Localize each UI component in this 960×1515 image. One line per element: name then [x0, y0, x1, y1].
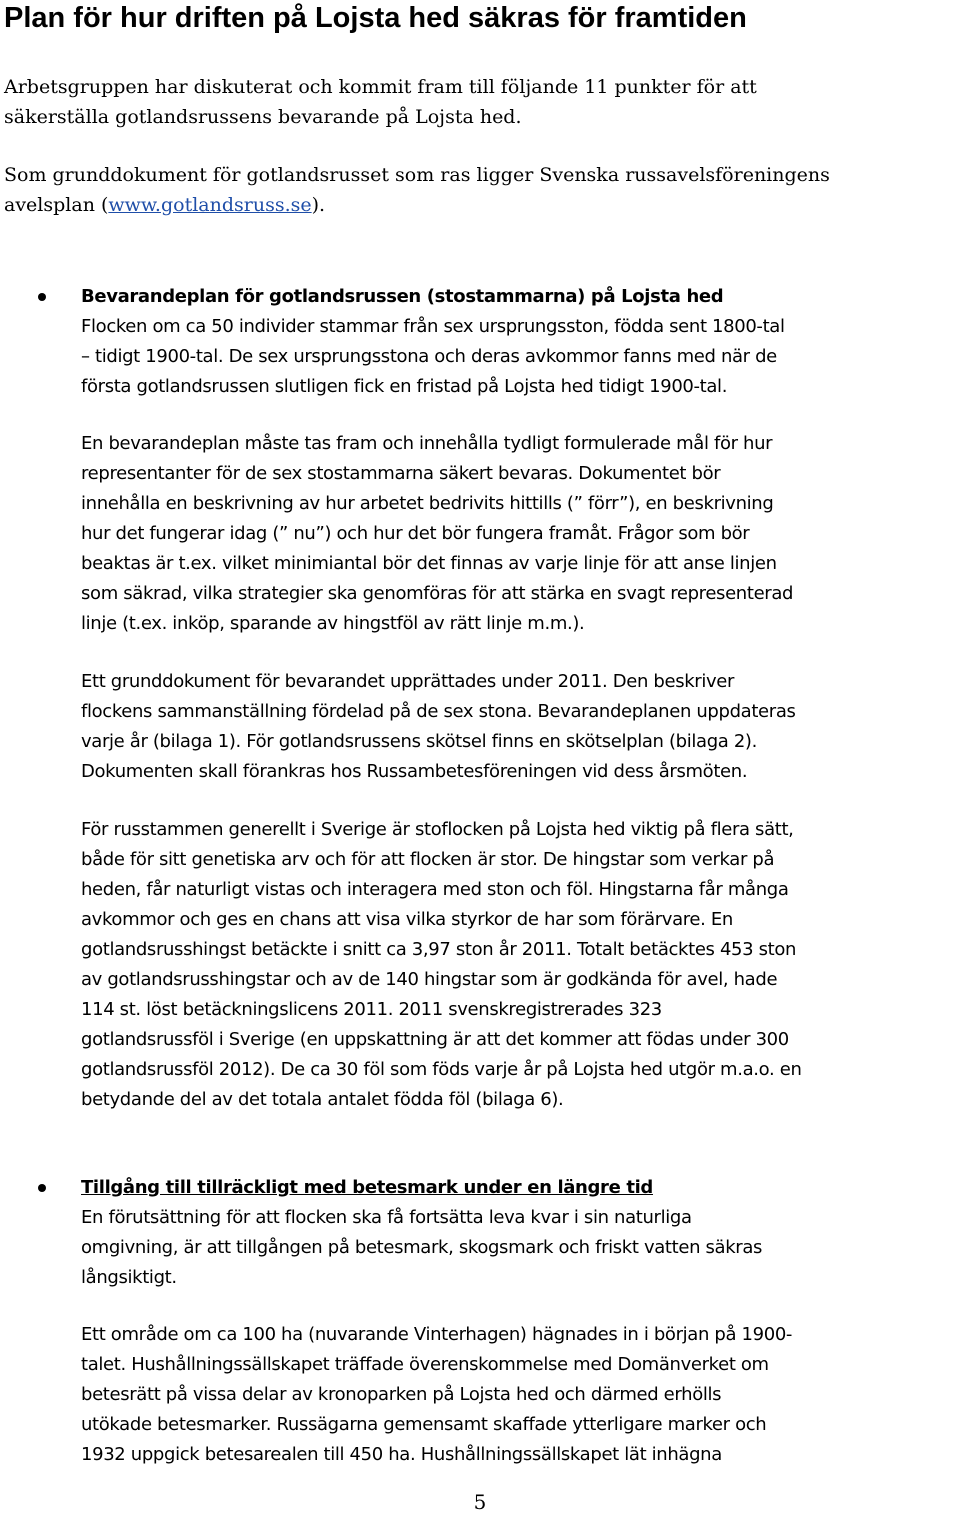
- page-number: 5: [473, 1490, 487, 1514]
- text-line: talet. Hushållningssällskapet träffade överenskommelse med Domänverket om: [81, 1354, 769, 1375]
- document-title: Plan för hur driften på Lojsta hed säkras för framtiden: [4, 2, 747, 34]
- text-line: utökade betesmarker. Russägarna gemensamt skaffade ytterligare marker och: [81, 1414, 767, 1435]
- text-line: En förutsättning för att flocken ska få fortsätta leva kvar i sin naturliga: [81, 1207, 692, 1228]
- text-line: Som grunddokument för gotlandsrusset som ras ligger Svenska russavelsföreningens: [4, 164, 830, 186]
- text-line: Arbetsgruppen har diskuterat och kommit fram till följande 11 punkter för att: [4, 76, 757, 98]
- text-line: – tidigt 1900-tal. De sex ursprungsstona och deras avkommor fanns med när de: [81, 346, 777, 367]
- text-line: omgivning, är att tillgången på betesmark, skogsmark och friskt vatten säkras: [81, 1237, 763, 1258]
- text-line: beaktas är t.ex. vilket minimiantal bör det finnas av varje linje för att anse linjen: [81, 553, 777, 574]
- text-fragment: avelsplan (: [4, 194, 109, 216]
- text-line: Ett grunddokument för bevarandet upprättades under 2011. Den beskriver: [81, 671, 735, 692]
- text-line: Ett område om ca 100 ha (nuvarande Vinterhagen) hägnades in i början på 1900-: [81, 1324, 793, 1345]
- text-line: som säkrad, vilka strategier ska genomföras för att stärka en svagt representerad: [81, 583, 794, 604]
- text-line: innehålla en beskrivning av hur arbetet bedrivits hittills (” förr”), en beskrivning: [81, 493, 774, 514]
- text-line: En bevarandeplan måste tas fram och innehålla tydligt formulerade mål för hur: [81, 433, 773, 454]
- text-line: Dokumenten skall förankras hos Russambetesföreningen vid dess årsmöten.: [81, 761, 748, 782]
- section-heading: Tillgång till tillräckligt med betesmark under en längre tid: [81, 1177, 653, 1198]
- text-line: 1932 uppgick betesarealen till 450 ha. Hushållningssällskapet lät inhägna: [81, 1444, 722, 1465]
- text-line: hur det fungerar idag (” nu”) och hur det bör fungera framåt. Frågor som bör: [81, 523, 750, 544]
- section-betesmark: [81, 1173, 959, 1293]
- intro-paragraph-2: [4, 160, 956, 220]
- text-line: flockens sammanställning fördelad på de sex stona. Bevarandeplanen uppdateras: [81, 701, 796, 722]
- text-line: betesrätt på vissa delar av kronoparken på Lojsta hed och därmed erhölls: [81, 1384, 722, 1405]
- text-line: gotlandsrussföl i Sverige (en uppskattning är att det kommer att födas under 300: [81, 1029, 789, 1050]
- text-line: avkommor och ges en chans att visa vilka styrkor de har som förärvare. En: [81, 909, 733, 930]
- text-line: av gotlandsrusshingstar och av de 140 hingstar som är godkända för avel, hade: [81, 969, 778, 990]
- text-line: både för sitt genetiska arv och för att flocken är stor. De hingstar som verkar på: [81, 849, 775, 870]
- text-line: linje (t.ex. inköp, sparande av hingstföl av rätt linje m.m.).: [81, 613, 585, 634]
- text-line: Flocken om ca 50 individer stammar från sex ursprungsston, födda sent 1800-tal: [81, 316, 785, 337]
- website-link[interactable]: www.gotlandsruss.se: [108, 194, 312, 216]
- text-line: gotlandsrusshingst betäckte i snitt ca 3,97 ston år 2011. Totalt betäcktes 453 ston: [81, 939, 797, 960]
- text-line: betydande del av det totala antalet födda föl (bilaga 6).: [81, 1089, 564, 1110]
- paragraph: [81, 815, 959, 1115]
- text-line: första gotlandsrussen slutligen fick en fristad på Lojsta hed tidigt 1900-tal.: [81, 376, 728, 397]
- text-line: representanter för de sex stostammarna säkert bevaras. Dokumentet bör: [81, 463, 721, 484]
- text-line: 114 st. löst betäckningslicens 2011. 2011 svenskregistrerades 323: [81, 999, 662, 1020]
- paragraph: [81, 429, 959, 639]
- text-line: långsiktigt.: [81, 1267, 177, 1288]
- bullet-icon: [38, 1184, 46, 1192]
- text-fragment: ).: [311, 194, 326, 216]
- bullet-icon: [38, 293, 46, 301]
- text-line: För russtammen generellt i Sverige är stoflocken på Lojsta hed viktig på flera sätt,: [81, 819, 794, 840]
- text-line: [4, 190, 956, 220]
- section-bevarandeplan: [81, 282, 959, 402]
- paragraph: [81, 667, 959, 787]
- paragraph: [81, 1320, 959, 1470]
- intro-paragraph-1: [4, 72, 956, 132]
- text-line: heden, får naturligt vistas och interagera med ston och föl. Hingstarna får många: [81, 879, 789, 900]
- text-line: gotlandsrussföl 2012). De ca 30 föl som föds varje år på Lojsta hed utgör m.a.o. en: [81, 1059, 802, 1080]
- text-line: varje år (bilaga 1). För gotlandsrussens skötsel finns en skötselplan (bilaga 2).: [81, 731, 757, 752]
- text-line: säkerställa gotlandsrussens bevarande på Lojsta hed.: [4, 106, 522, 128]
- section-heading: Bevarandeplan för gotlandsrussen (stostammarna) på Lojsta hed: [81, 286, 724, 307]
